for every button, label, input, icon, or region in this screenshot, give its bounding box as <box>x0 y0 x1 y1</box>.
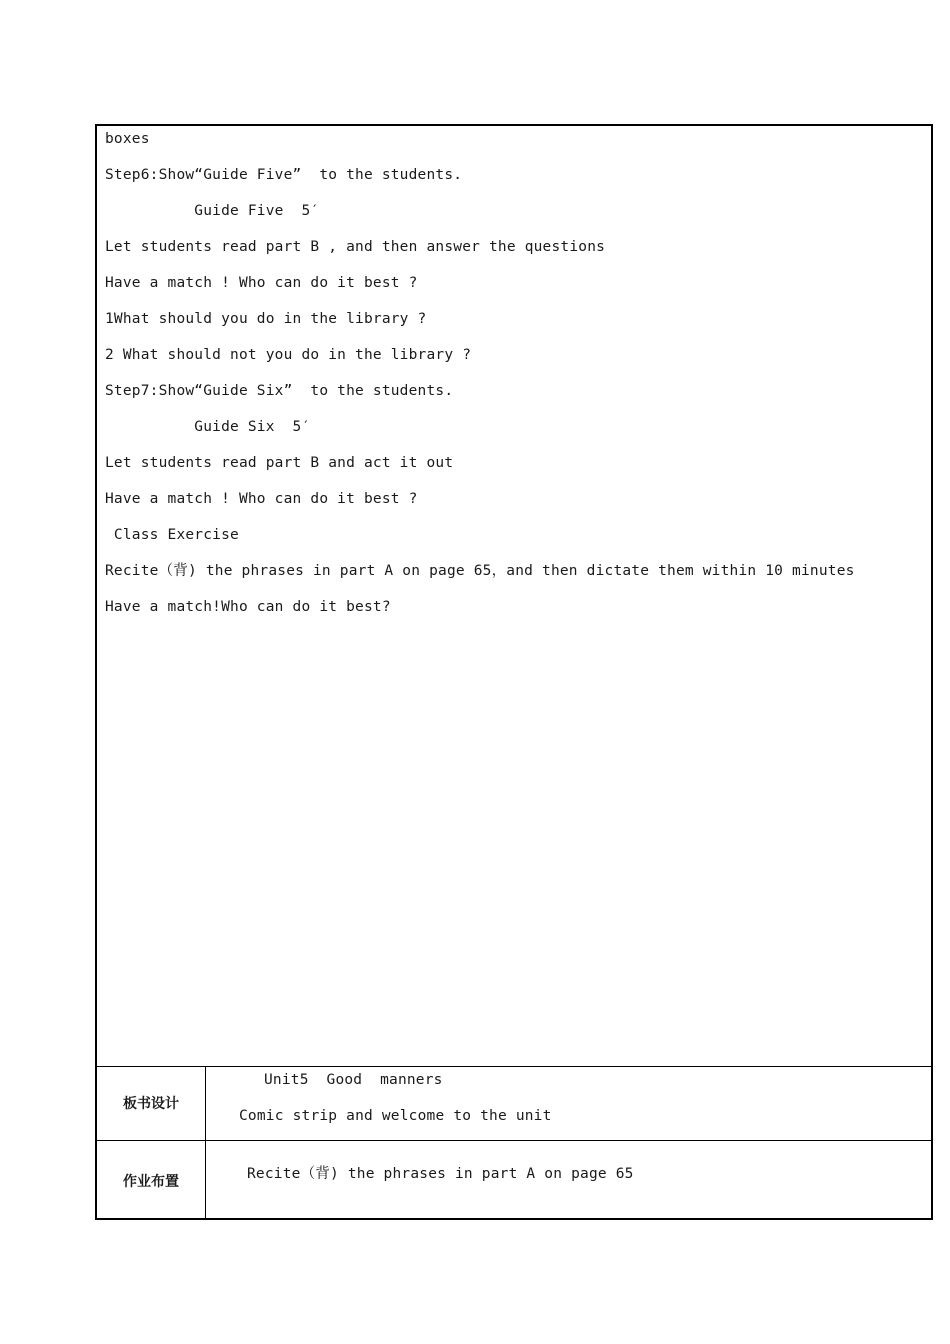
homework-label: 作业布置 <box>97 1141 206 1220</box>
text-line-question-1: 1What should you do in the library ? <box>105 311 427 327</box>
text-line-recite: Recite（背) the phrases in part A on page 65，and then dictate them within 10 minutes <box>105 563 855 579</box>
board-design-content <box>206 1066 931 1140</box>
text-line-read-part-b: Let students read part B , and then answer the questions <box>105 239 606 255</box>
text-line-step7: Step7:Show“Guide Six” to the students. <box>105 383 454 399</box>
board-design-title: Unit5 Good manners <box>264 1072 443 1088</box>
homework-row <box>97 1141 931 1220</box>
text-line-guide-five: Guide Five 5′ <box>105 203 320 219</box>
board-design-row <box>97 1066 931 1141</box>
text-line-have-a-match-3: Have a match!Who can do it best? <box>105 599 391 615</box>
text-line-guide-six: Guide Six 5′ <box>105 419 311 435</box>
homework-content <box>206 1141 931 1220</box>
text-line-question-2: 2 What should not you do in the library ? <box>105 347 472 363</box>
text-line-have-a-match-2: Have a match ! Who can do it best ? <box>105 491 418 507</box>
text-line-step6: Step6:Show“Guide Five” to the students. <box>105 167 463 183</box>
text-line-have-a-match: Have a match ! Who can do it best ? <box>105 275 418 291</box>
board-design-label: 板书设计 <box>97 1066 206 1140</box>
text-line-boxes: boxes <box>105 131 150 147</box>
homework-text: Recite（背) the phrases in part A on page 65 <box>247 1166 634 1182</box>
text-line-class-exercise: Class Exercise <box>105 527 239 543</box>
teaching-steps-cell <box>97 126 931 1067</box>
lesson-plan-table <box>95 124 933 1220</box>
text-line-act-it-out: Let students read part B and act it out <box>105 455 454 471</box>
board-design-subtitle: Comic strip and welcome to the unit <box>239 1108 552 1124</box>
